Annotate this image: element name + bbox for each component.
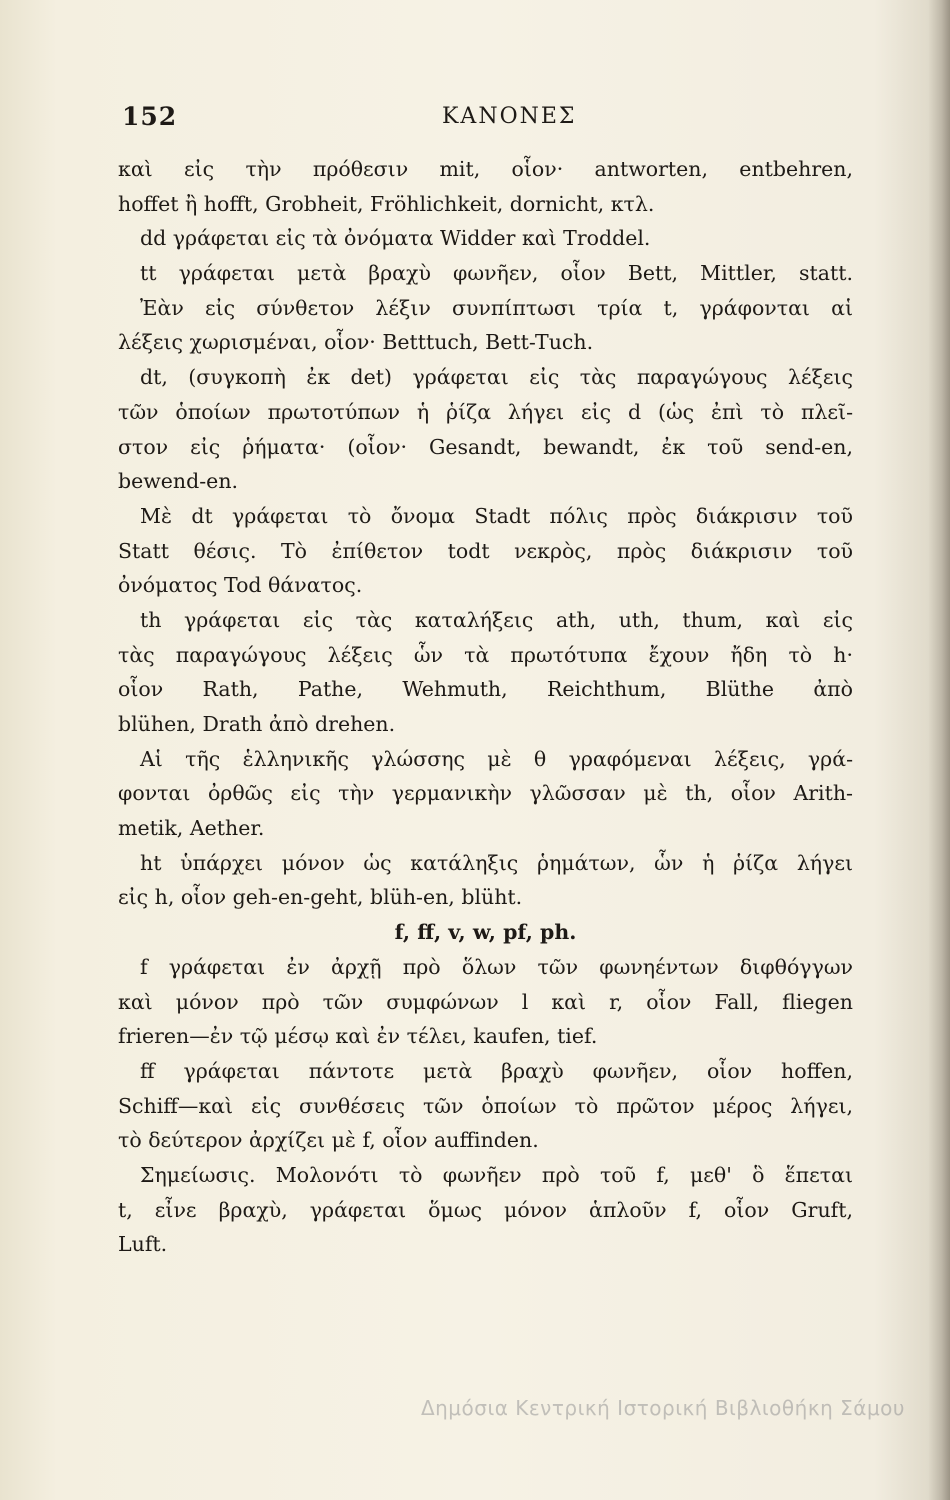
- body-text: [118, 152, 853, 1262]
- text-line: τῶν ὁποίων πρωτοτύπων ἡ ῥίζα λήγει εἰς d (ὡς ἐπὶ τὸ πλεῖ-: [118, 399, 853, 424]
- text-line: καὶ μόνον πρὸ τῶν συμφώνων l καὶ r, οἷον Fall, fliegen: [118, 989, 853, 1014]
- section-heading: f, ff, v, w, pf, ph.: [394, 920, 577, 945]
- running-head: ΚΑΝΟΝΕΣ: [442, 104, 577, 129]
- text-line: t, εἶνε βραχὺ, γράφεται ὅμως μόνον ἁπλοῦν f, οἷον Gruft,: [118, 1197, 853, 1222]
- text-line: στον εἰς ῥήματα· (οἷον· Gesandt, bewandt, ἐκ τοῦ send-en,: [118, 434, 853, 459]
- text-line: bewend-en.: [118, 469, 239, 494]
- text-line: οἷον Rath, Pathe, Wehmuth, Reichthum, Blüthe ἀπὸ: [118, 677, 853, 702]
- text-line: f γράφεται ἐν ἀρχῇ πρὸ ὅλων τῶν φωνηέντων διφθόγγων: [140, 954, 853, 979]
- text-line: Μὲ dt γράφεται τὸ ὄνομα Stadt πόλις πρὸς διάκρισιν τοῦ: [140, 503, 853, 528]
- page-gutter-shadow: [928, 0, 950, 1500]
- text-line: φονται ὀρθῶς εἰς τὴν γερμανικὴν γλῶσσαν μὲ th, οἷον Arith-: [118, 781, 853, 806]
- text-line: Αἱ τῆς ἑλληνικῆς γλώσσης μὲ θ γραφόμεναι λέξεις, γρά-: [140, 746, 853, 771]
- page-header: [122, 102, 852, 142]
- library-watermark: Δημόσια Κεντρική Ιστορική Βιβλιοθήκη Σάμου: [420, 1396, 905, 1420]
- text-line: tt γράφεται μετὰ βραχὺ φωνῆεν, οἷον Bett, Mittler, statt.: [140, 261, 853, 286]
- text-line: dt, (συγκοπὴ ἐκ det) γράφεται εἰς τὰς παραγώγους λέξεις: [140, 365, 853, 390]
- text-line: Ἐὰν εἰς σύνθετον λέξιν συνπίπτωσι τρία t, γράφονται αἱ: [140, 295, 853, 320]
- text-line: καὶ εἰς τὴν πρόθεσιν mit, οἷον· antworten, entbehren,: [118, 157, 853, 181]
- text-line: blühen, Drath ἀπὸ drehen.: [118, 712, 396, 736]
- text-line: th γράφεται εἰς τὰς καταλήξεις ath, uth, thum, καὶ εἰς: [140, 607, 853, 632]
- text-line: ht ὑπάρχει μόνον ὡς κατάληξις ῥημάτων, ὧν ἡ ῥίζα λήγει: [140, 850, 853, 875]
- text-line: Luft.: [118, 1232, 168, 1257]
- text-line: Σημείωσις. Μολονότι τὸ φωνῆεν πρὸ τοῦ f, μεθ' ὃ ἕπεται: [140, 1162, 853, 1187]
- text-line: εἰς h, οἷον geh-en-geht, blüh-en, blüht.: [118, 885, 523, 910]
- text-line: Schiff—καὶ εἰς συνθέσεις τῶν ὁποίων τὸ πρῶτον μέρος λήγει,: [118, 1093, 853, 1118]
- text-line: ff γράφεται πάντοτε μετὰ βραχὺ φωνῆεν, οἷον hoffen,: [140, 1058, 853, 1083]
- text-line: frieren—ἐν τῷ μέσῳ καὶ ἐν τέλει, kaufen, tief.: [118, 1024, 598, 1049]
- text-line: hoffet ἢ hofft, Grobheit, Fröhlichkeit, dornicht, κτλ.: [118, 191, 655, 216]
- text-line: λέξεις χωρισμέναι, οἷον· Betttuch, Bett-Tuch.: [118, 330, 594, 355]
- text-line: ὀνόματος Tod θάνατος.: [118, 573, 363, 598]
- text-line: τὰς παραγώγους λέξεις ὧν τὰ πρωτότυπα ἔχουν ἤδη τὸ h·: [118, 642, 853, 667]
- text-line: dd γράφεται εἰς τὰ ὀνόματα Widder καὶ Troddel.: [140, 226, 651, 251]
- text-line: metik, Aether.: [118, 816, 265, 841]
- page-number: 152: [122, 102, 178, 131]
- text-line: τὸ δεύτερον ἀρχίζει μὲ f, οἷον auffinden.: [118, 1128, 539, 1153]
- text-line: Statt θέσις. Τὸ ἐπίθετον todt νεκρὸς, πρὸς διάκρισιν τοῦ: [118, 538, 853, 563]
